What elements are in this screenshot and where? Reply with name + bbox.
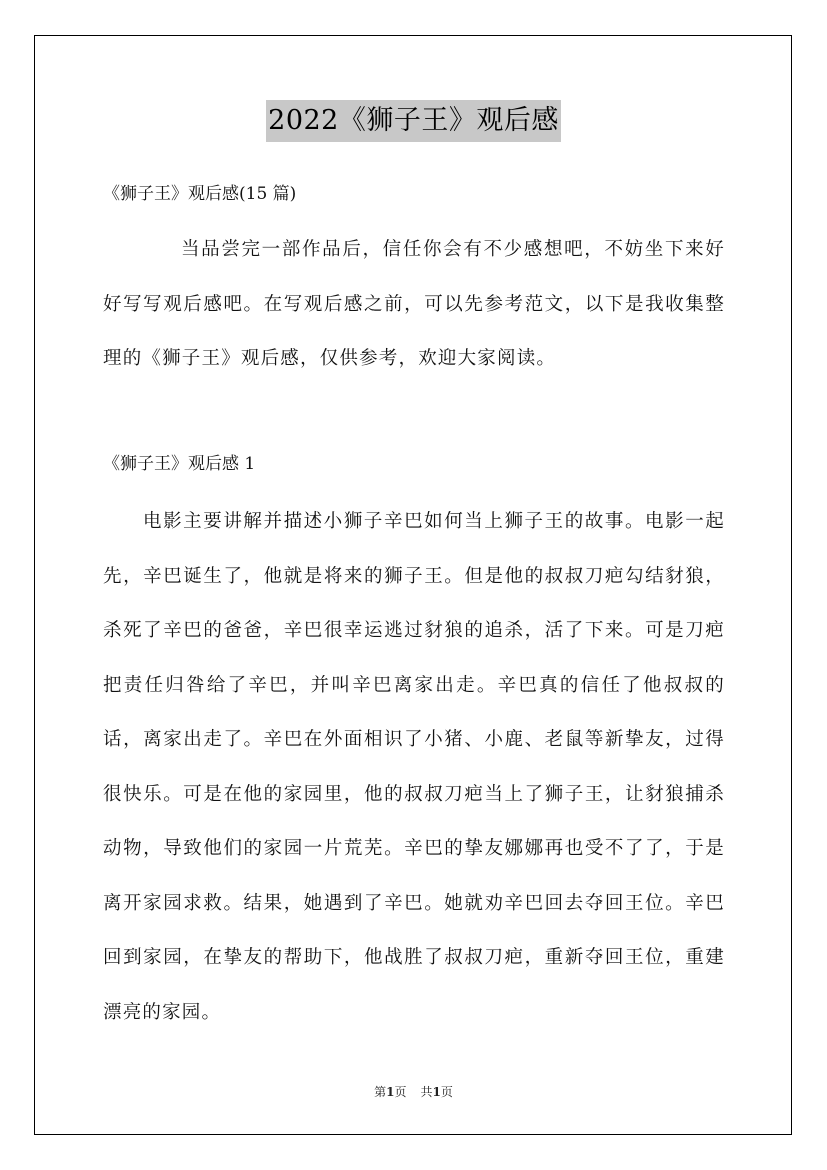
page-suffix: 页 <box>394 1085 407 1099</box>
page-footer <box>0 1083 827 1101</box>
title-container <box>0 100 827 142</box>
body-paragraph: 电影主要讲解并描述小狮子辛巴如何当上狮子王的故事。电影一起先，辛巴诞生了，他就是将来的狮子王。但是他的叔叔刀疤勾结豺狼，杀死了辛巴的爸爸，辛巴很幸运逃过豺狼的追杀，活了下来。可是刀疤把责任归咎给了辛巴，并叫辛巴离家出走。辛巴真的信任了他叔叔的话，离家出走了。辛巴在外面相识了小猪、小鹿、老鼠等新挚友，过得很快乐。可是在他的家园里，他的叔叔刀疤当上了狮子王，让豺狼捕杀动物，导致他们的家园一片荒芜。辛巴的挚友娜娜再也受不了了，于是离开家园求救。结果，她遇到了辛巴。她就劝辛巴回去夺回王位。辛巴回到家园，在挚友的帮助下，他战胜了叔叔刀疤，重新夺回王位，重建漂亮的家园。 <box>103 511 725 1023</box>
document-title: 2022《狮子王》观后感 <box>266 100 561 142</box>
total-prefix: 共 <box>420 1085 433 1099</box>
page-prefix: 第 <box>374 1085 387 1099</box>
total-suffix: 页 <box>440 1085 453 1099</box>
section-heading: 《狮子王》观后感 1 <box>103 454 256 474</box>
intro-paragraph: 当品尝完一部作品后，信任你会有不少感想吧，不妨坐下来好好写写观后感吧。在写观后感之前，可以先参考范文，以下是我收集整理的《狮子王》观后感，仅供参考，欢迎大家阅读。 <box>103 239 725 369</box>
document-subtitle: 《狮子王》观后感(15 篇) <box>103 184 297 204</box>
total-pages: 1 <box>432 1085 441 1099</box>
page-current: 1 <box>386 1085 395 1099</box>
